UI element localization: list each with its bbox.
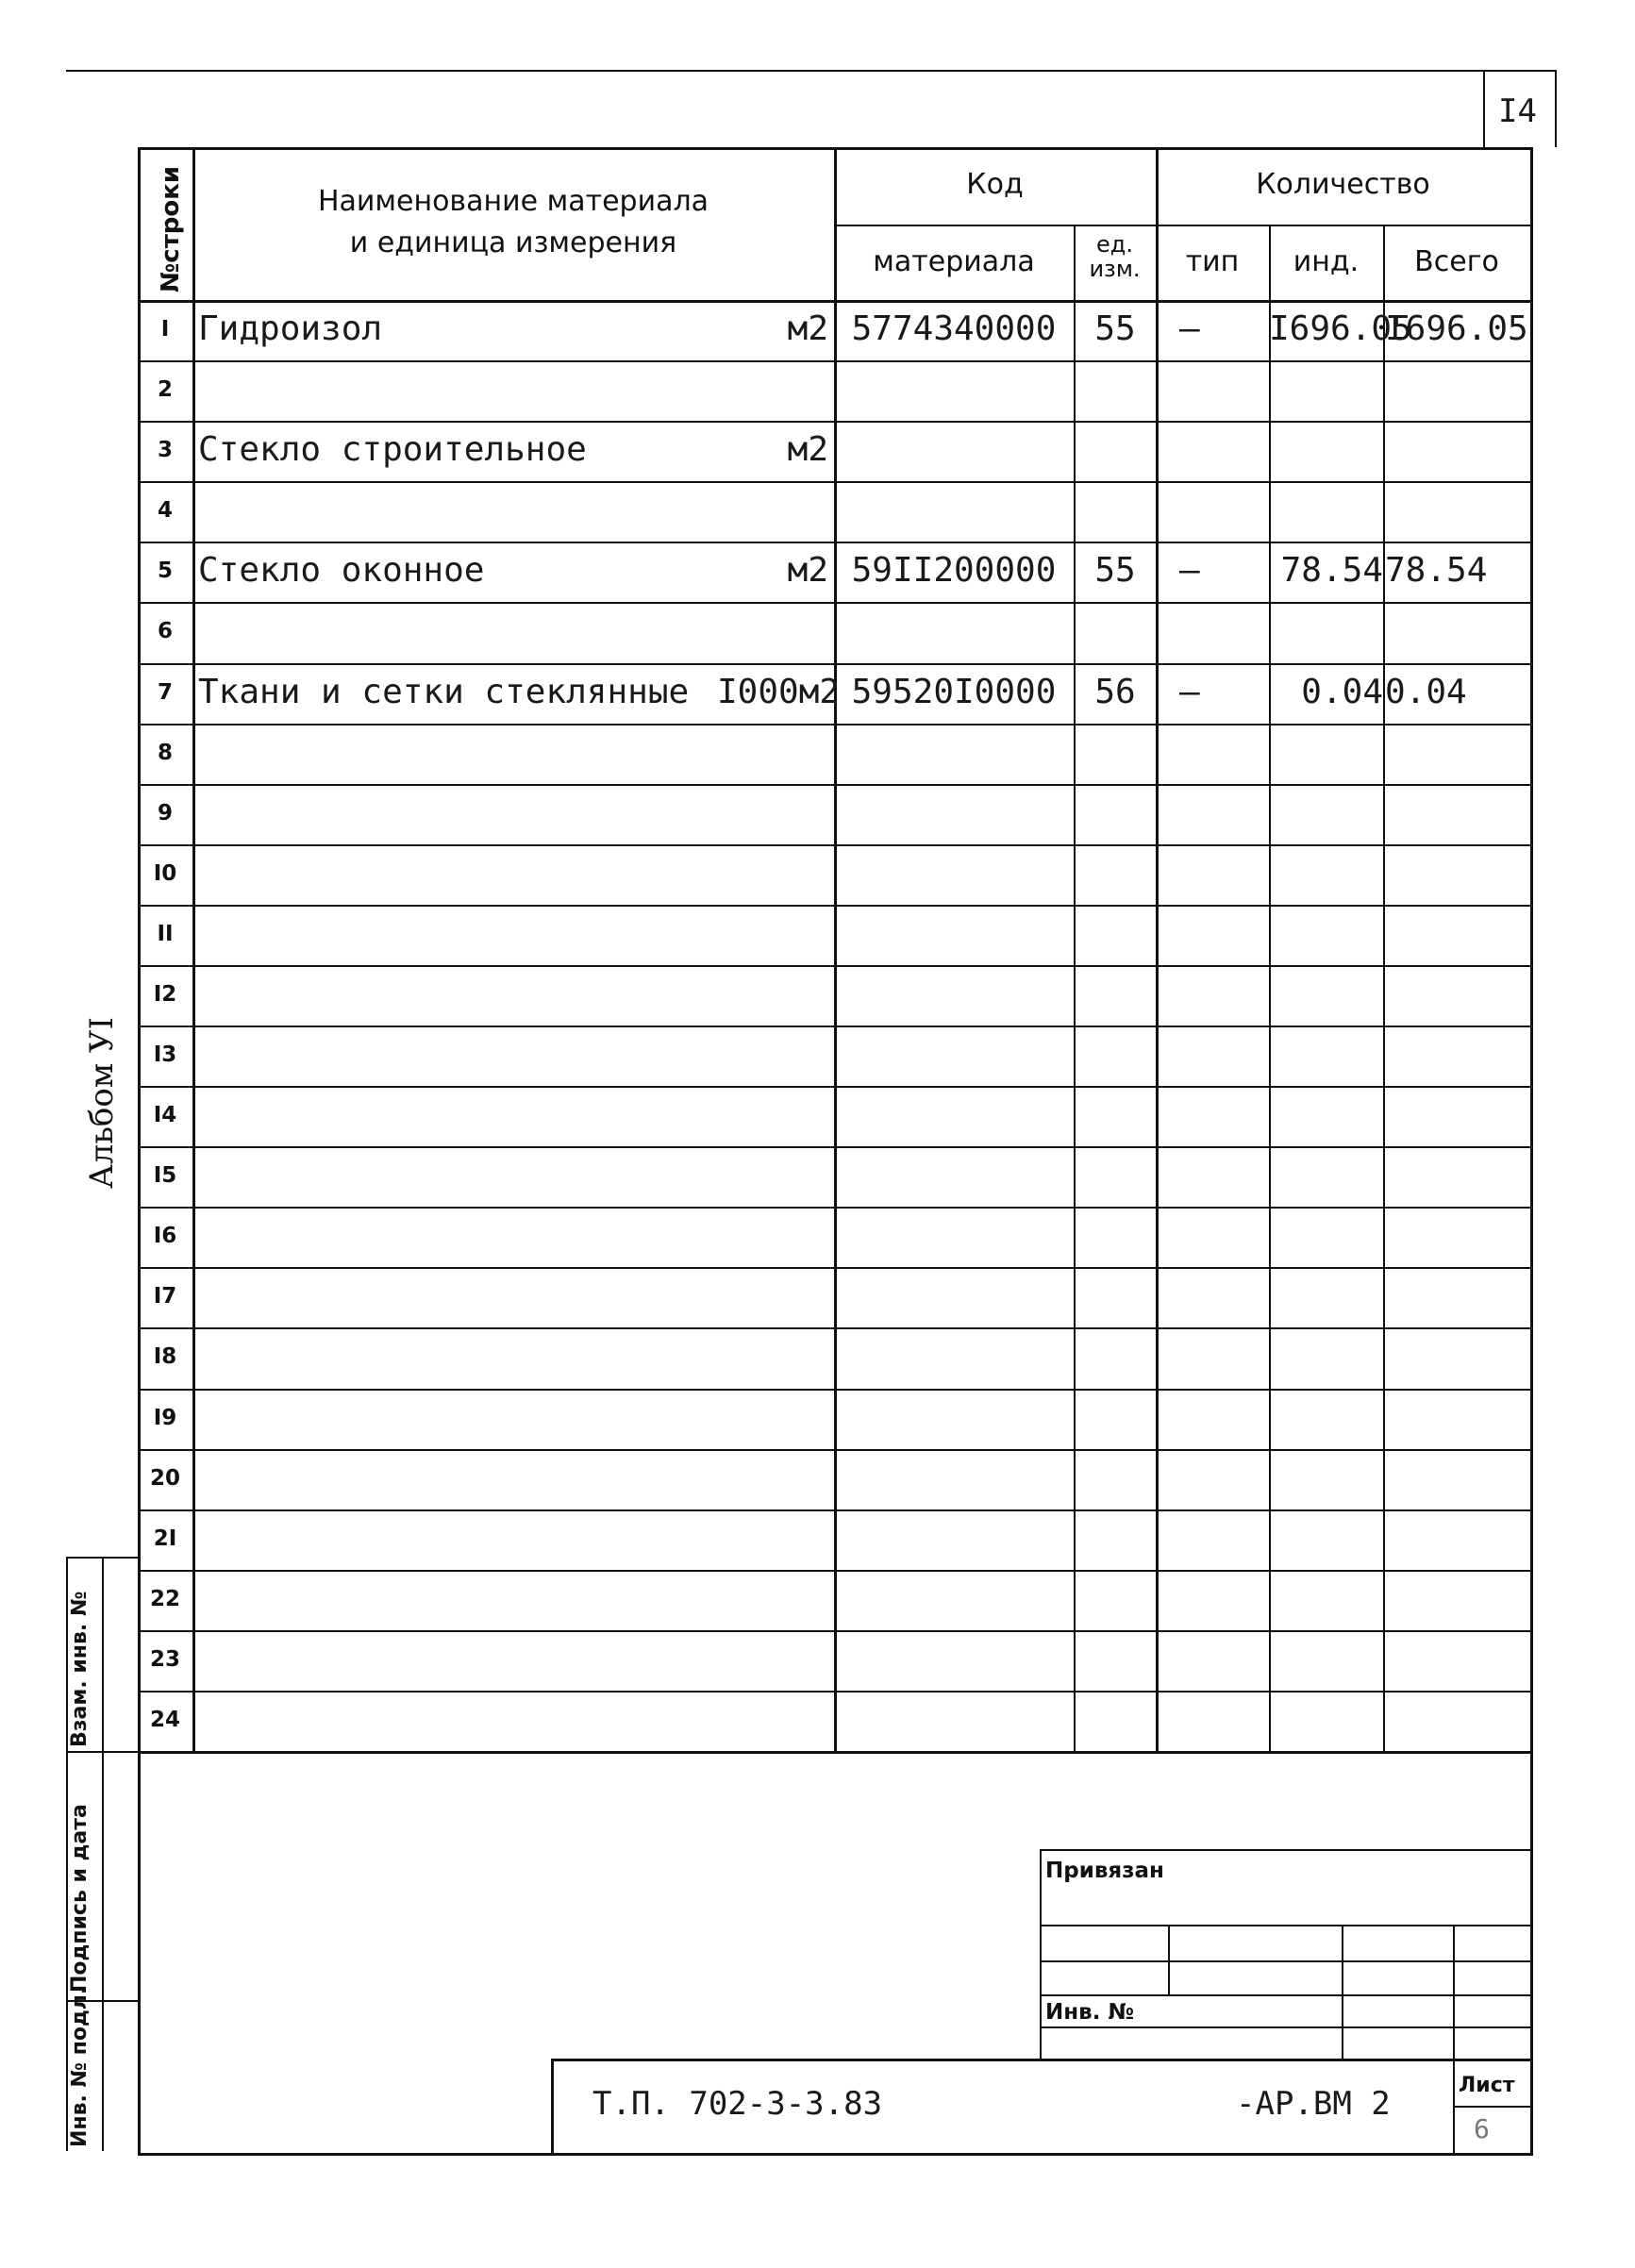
row-number: I6 <box>153 1224 177 1249</box>
material-unit-col-line <box>1074 225 1076 1751</box>
row-number: I9 <box>153 1405 177 1430</box>
row-separator <box>138 905 1530 907</box>
row-separator <box>138 1449 1530 1451</box>
row-separator <box>138 1267 1530 1269</box>
ind-total-col-line <box>1383 225 1385 1751</box>
table-bottom-line <box>138 1751 1530 1754</box>
row-separator <box>138 663 1530 665</box>
tb-col-3 <box>1453 1925 1455 2153</box>
row-number: I <box>160 317 170 342</box>
tb-col-2 <box>1342 1925 1343 2059</box>
sheet-label: Лист <box>1459 2074 1515 2097</box>
row-separator <box>138 360 1530 362</box>
tb-line-4 <box>1040 2026 1530 2028</box>
row-separator <box>138 1389 1530 1391</box>
material-unit: м2 <box>787 551 828 591</box>
row-number: 3 <box>157 438 173 463</box>
table-right-line <box>1530 147 1533 1751</box>
row-separator <box>138 1146 1530 1148</box>
row-number: II <box>157 921 174 946</box>
quantity-type: – <box>1179 551 1200 591</box>
row-number: 2 <box>157 377 173 403</box>
side-stamp-inner-line <box>102 1557 104 2151</box>
row-number: I8 <box>153 1344 177 1370</box>
row-separator <box>138 1570 1530 1572</box>
quantity-total: 0.04 <box>1385 672 1467 711</box>
inv-no-label: Инв. № <box>1045 2000 1135 2025</box>
code-group-header: Код <box>966 168 1024 201</box>
material-code: 59520I0000 <box>851 672 1057 711</box>
unit-code: 56 <box>1094 672 1136 711</box>
row-number: 22 <box>149 1586 180 1611</box>
quantity-ind: 0.04 <box>1301 672 1383 711</box>
row-separator <box>138 542 1530 543</box>
row-number: 7 <box>157 679 173 705</box>
material-name: Стекло оконное <box>198 551 485 591</box>
row-number: 5 <box>157 559 173 584</box>
tb-line-3 <box>1040 1994 1530 1996</box>
material-name: Стекло строительное <box>198 430 587 470</box>
row-number: 23 <box>149 1646 180 1672</box>
corner-box-right <box>1555 70 1557 147</box>
row-separator <box>138 1026 1530 1027</box>
material-unit: I000м2 <box>717 672 841 711</box>
side-stamp-sep-1 <box>66 1751 140 1753</box>
subheader-line <box>834 225 1530 226</box>
row-number: I2 <box>153 981 177 1007</box>
row-separator <box>138 1691 1530 1693</box>
quantity-ind: I696.05 <box>1269 309 1412 349</box>
row-separator <box>138 1327 1530 1329</box>
tb-sheet-sep <box>1453 2106 1530 2108</box>
row-separator <box>138 1207 1530 1209</box>
row-number: 24 <box>149 1707 180 1732</box>
tb-designation-left <box>551 2059 554 2153</box>
row-number: I5 <box>153 1163 177 1189</box>
frame-left-lower <box>138 1751 141 2153</box>
row-separator <box>138 1509 1530 1511</box>
tb-line-2 <box>1040 1960 1530 1962</box>
inv-podl-label: Инв. № подл. <box>68 1986 92 2147</box>
vzam-inv-label: Взам. инв. № <box>68 1591 92 1747</box>
quantity-type: – <box>1179 309 1200 349</box>
row-number-header: №строки <box>157 165 185 292</box>
material-unit: м2 <box>787 430 828 470</box>
quantity-group-header: Количество <box>1256 168 1430 201</box>
row-separator <box>138 844 1530 846</box>
sheet-number: 6 <box>1474 2113 1490 2144</box>
code-material-header: материала <box>873 245 1035 278</box>
row-separator <box>138 724 1530 725</box>
quantity-total: I696.05 <box>1385 309 1528 349</box>
code-unit-header: ед. изм. <box>1089 231 1141 282</box>
top-border-line <box>66 70 1557 72</box>
unit-code: 55 <box>1094 309 1136 349</box>
row-number: I0 <box>153 860 177 886</box>
material-name: Ткани и сетки стеклянные <box>198 672 690 711</box>
row-separator <box>138 784 1530 786</box>
corner-box-left <box>1483 70 1485 147</box>
quantity-type-header: тип <box>1185 245 1240 278</box>
tb-designation-top <box>551 2059 1530 2061</box>
row-separator <box>138 965 1530 967</box>
header-bottom-line <box>138 300 1530 303</box>
row-number: 20 <box>149 1465 180 1491</box>
side-stamp-top <box>66 1557 140 1559</box>
tb-col-1 <box>1168 1925 1170 1994</box>
row-separator <box>138 1086 1530 1088</box>
row-number: 2I <box>153 1526 177 1551</box>
material-code: 59II200000 <box>851 551 1057 591</box>
row-number: I7 <box>153 1284 177 1309</box>
quantity-ind: 78.54 <box>1280 551 1383 591</box>
row-number: I3 <box>153 1042 177 1068</box>
designation-suffix: -АР.ВМ 2 <box>1236 2085 1391 2123</box>
row-number: 6 <box>157 619 173 644</box>
quantity-total-header: Всего <box>1414 245 1499 278</box>
material-code: 5774340000 <box>851 309 1057 349</box>
row-number: I4 <box>153 1103 177 1128</box>
name-header: Наименование материала <box>317 185 709 218</box>
designation-text: Т.П. 702-3-3.83 <box>592 2085 883 2123</box>
frame-bottom-line <box>138 2153 1533 2156</box>
name-header-line2: и единица измерения <box>349 226 677 259</box>
row-separator <box>138 602 1530 604</box>
material-name: Гидроизол <box>198 309 383 349</box>
type-ind-col-line <box>1269 225 1271 1751</box>
row-number: 4 <box>157 498 173 524</box>
material-unit: м2 <box>787 309 828 349</box>
album-label: Альбом УI <box>83 1016 121 1189</box>
quantity-ind-header: инд. <box>1293 245 1360 278</box>
row-separator <box>138 481 1530 483</box>
privyazan-label: Привязан <box>1045 1859 1164 1883</box>
tb-top-line <box>1040 1849 1530 1851</box>
row-separator <box>138 421 1530 423</box>
row-number: 9 <box>157 800 173 825</box>
sheet-corner-number: I4 <box>1498 92 1537 130</box>
quantity-type: – <box>1179 672 1200 711</box>
unit-code: 55 <box>1094 551 1136 591</box>
frame-right-lower <box>1530 1751 1533 2153</box>
podpis-data-label: Подпись и дата <box>68 1804 92 1993</box>
tb-line-1 <box>1040 1925 1530 1926</box>
row-number: 8 <box>157 740 173 765</box>
quantity-total: 78.54 <box>1385 551 1488 591</box>
row-separator <box>138 1630 1530 1632</box>
